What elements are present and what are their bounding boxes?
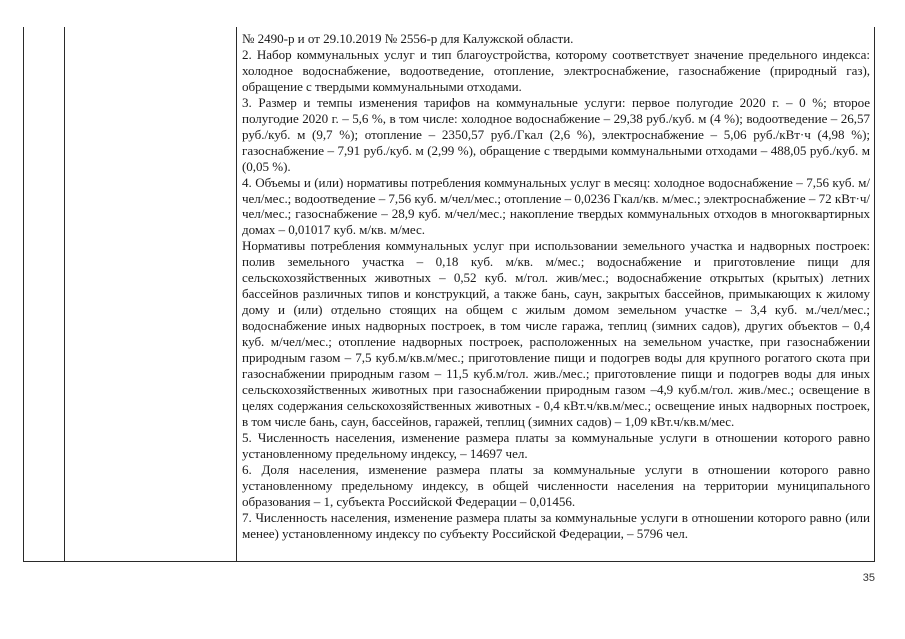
paragraph-population-count: 5. Численность населения, изменение размера платы за коммунальные услуги в отношении которого равно установленному предельному индексу, – 14697 чел. [242, 429, 870, 461]
paragraph-land-plot-norms: Нормативы потребления коммунальных услуг при использовании земельного участка и надворных построек: полив земельного участка – 0,18 куб. м/кв. м/мес.; водоснабжение и приготовление пищи для сельскохозяйственных животных – 0,52 куб. м/гол. жив/мес.; водоснабжение открытых (крытых) летних бассейнов различных типов и конструкций, а также бань, саун, закрытых бассейнов, примыкающих к жилому дому и (или) отдельно стоящих на общем с жилым домом земельном участке – 3,4 куб. м./чел/мес.; водоснабжение иных надворных построек, в том числе гаража, теплиц (зимних садов), других объектов – 0,4 куб. м/чел/мес.; отопление надворных построек, расположенных на земельном участке, при газоснабжении природным газом – 7,5 куб.м/кв.м/мес.; приготовление пищи и подогрев воды для крупного рогатого скота при газоснабжении природным газом – 11,5 куб.м/гол. жив./мес.; приготовление пищи и подогрев воды для иных сельскохозяйственных животных при газоснабжении природным газом –4,9 куб.м/гол. жив./мес.; освещение в целях содержания сельскохозяйственных животных - 0,4 кВт.ч/кв.м/мес.; освещение иных надворных построек, в том числе бань, саун, бассейнов, гаражей, теплиц (зимних садов) – 1,09 кВт.ч/кв.м/мес. [242, 238, 870, 429]
page-number: 35 [862, 572, 875, 584]
paragraph-tariffs: 3. Размер и темпы изменения тарифов на коммунальные услуги: первое полугодие 2020 г. – 0 %; второе полугодие 2020 г. – 5,6 %, в том числе: холодное водоснабжение – 29,38 руб./куб. м (4 %); водоотведение – 26,57 руб./куб. м (9,7 %); отопление – 2350,57 руб./Гкал (2,6 %), электроснабжение – 5,06 руб./кВт·ч (4,98 %); газоснабжение – 7,91 руб./куб. м (2,99 %), обращение с твердыми коммунальными отходами – 488,05 руб./куб. м (0,05 %). [242, 94, 870, 174]
paragraph-continuation: № 2490-р и от 29.10.2019 № 2556-р для Калужской области. [242, 31, 574, 46]
paragraph-population-below-index: 7. Численность населения, изменение размера платы за коммунальные услуги в отношении которого равно (или менее) установленному индексу по субъекту Российской Федерации, – 5796 чел. [242, 509, 870, 541]
paragraph-utility-set: 2. Набор коммунальных услуг и тип благоустройства, которому соответствует значение предельного индекса: холодное водоснабжение, водоотведение, отопление, электроснабжение, газоснабжение (природный газ), обращение с твердыми коммунальными отходами. [242, 46, 870, 94]
paragraph-consumption-volumes: 4. Объемы и (или) нормативы потребления коммунальных услуг в месяц: холодное водоснабжение – 7,56 куб. м/чел/мес.; водоотведение – 7,56 куб. м/чел/мес.; отопление – 0,0236 Гкал/кв. м/мес.; электроснабжение – 72 кВт·ч/чел/мес.; газоснабжение – 28,9 куб. м/чел/мес.; накопление твердых коммунальных отходов в многоквартирных домах – 0,01017 куб. м/кв. м/мес. [242, 174, 870, 238]
table-cell-content [242, 31, 870, 542]
table-column-divider [236, 27, 237, 561]
table-column-divider [64, 27, 65, 561]
document-table [23, 27, 875, 562]
paragraph-population-share: 6. Доля населения, изменение размера платы за коммунальные услуги в отношении которого равно установленному предельному индексу, в общей численности населения на территории муниципального образования – 1, субъекта Российской Федерации – 0,01456. [242, 461, 870, 509]
